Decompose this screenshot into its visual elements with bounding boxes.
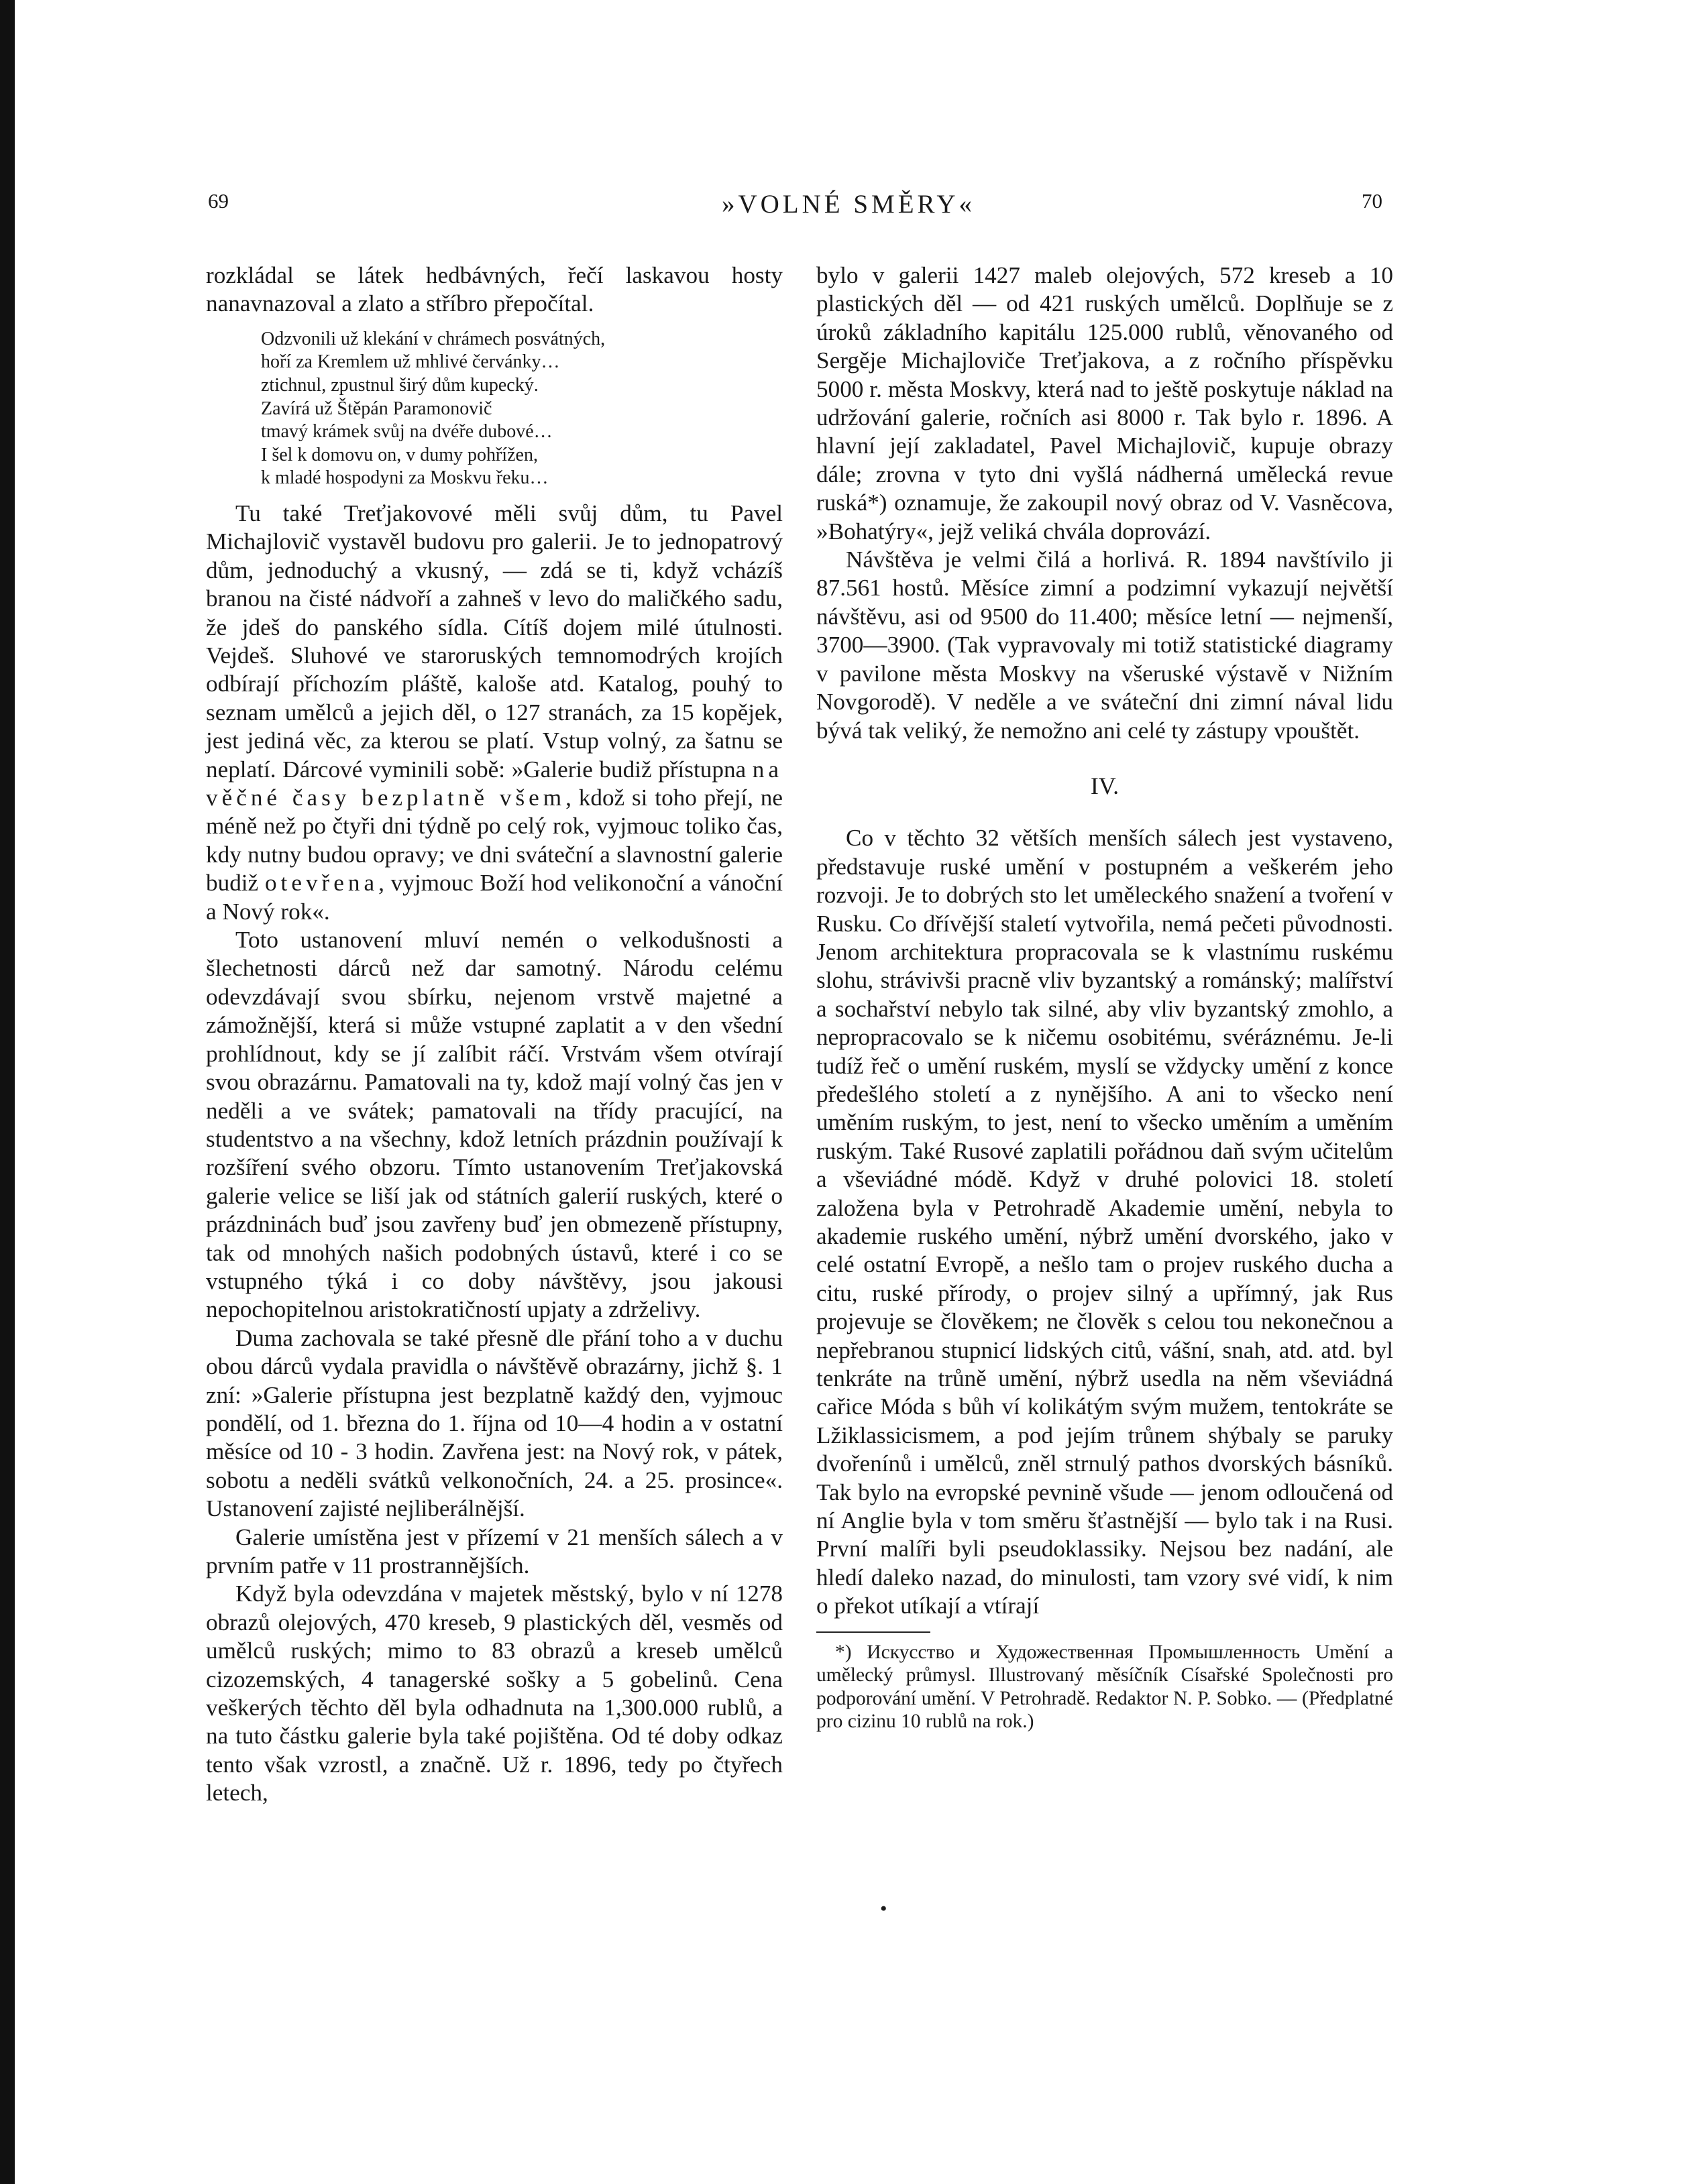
paragraph-halls: Galerie umístěna jest v přízemí v 21 menších sálech a v prvním patře v 11 prostrannějších. <box>206 1524 783 1578</box>
poem-line: k mladé hospodyni za Moskvu řeku… <box>261 467 549 489</box>
poem-line: ztichnul, zpustnul širý dům kupecký. <box>261 375 539 396</box>
paragraph-intro: rozkládal se látek hedbávných, řečí laskavou hosty nanavnazoval a zlato a stříbro přepočítal. <box>206 262 783 317</box>
poem-line: Odzvonili už klekání v chrámech posvátných, <box>261 328 606 349</box>
page-number-left: 69 <box>208 189 229 213</box>
page-number-right: 70 <box>1362 189 1382 213</box>
poem-line: Zavírá už Štěpán Paramonovič <box>261 398 492 419</box>
footnote <box>816 1641 1393 1733</box>
paragraph-gallery-building: Tu také Treťjakovové měli svůj dům, tu Pavel Michajlovič vystavěl budovu pro galerii. Je to jednopatrový dům, jednoduchý a vkusný, — zdá se ti, když vcházíš branou na čisté nádvoří a zahneš v levo do maličkého sadu, že jdeš do panského sídla. Cítíš dojem milé útulnosti. Vejdeš. Sluhové ve staroruských temnomodrých krojích odbírají příchozím pláště, kaloše atd. Katalog, pouhý to seznam umělců a jejich děl, o 127 stranách, za 15 kopějek, jest jediná věc, za kterou se platí. Vstup volný, za šatnu se neplatí. Dárcové vyminili sobě: »Galerie budiž přístupna na věčné časy bezplatně všem, kdož si toho přejí, ne méně než po čtyři dni týdně po celý rok, vyjmouc toliko čas, kdy nutny budou opravy; ve dni sváteční a slavnostní galerie budiž otevřena, vyjmouc Boží hod velikonoční a vánoční a Nový rok«. <box>206 500 783 925</box>
paragraph-russian-art: Co v těchto 32 větších menších sálech jest vystaveno, představuje ruské umění v postupném a veškerém jeho rozvoji. Je to dobrých sto let uměleckého snažení a tvoření v Rusku. Co dřívější staletí vytvořila, nemá pečeti původnosti. Jenom architektura propracovala se k vlastnímu ruskému slohu, strávivši pracně vliv byzantský a románský; malířství a sochařství nebylo tak silné, aby vliv byzantský zmohlo, a nepropracovalo se k ničemu osobitému, svéráznému. Je-li tudíž řeč o umění ruském, myslí se vždycky umění z konce předešlého století a z nynějšího. A ani to všecko není uměním ruským, to jest, není to všecko uměním a uměním ruským. Také Rusové zaplatili pořádnou daň svým učitelům a vševiádné módě. Když v druhé polovici 18. století založena byla v Petrohradě Akademie umění, nebyla to akademie ruského umění, nýbrž umění dvorského, jako v celé ostatní Evropě, a nešlo tam o projev ruského ducha a citu, ruské přírody, o projev silný a upřímný, jak Rus projevuje se člověkem; ne člověk s celou tou nekonečnou a nepřebranou stupnicí lidských citů, vášní, snah, atd. atd. byl tenkráte na trůně umění, nýbrž usedla na něm vševiádná cařice Móda s bůh ví kolikátým svým mužem, tentokráte se Lžiklassicismem, a pod jejím trůnem shýbaly se paruky dvořenínů i umělců, zněl strnulý pathos dvorských básníků. Tak bylo na evropské pevnině všude — jenom odloučená od ní Anglie byla v tom směru šťastnější — bylo tak i na Rusi. První malíři byli pseudoklassiky. Nejsou bez nadání, ale hledí daleko nazad, do minulosti, tam vzory své vidí, k nim o překot utíkají a vtírají <box>816 825 1393 1619</box>
spaced-emphasis: na věčné časy bezplatně všem <box>206 756 783 811</box>
section-heading: IV. <box>1090 772 1119 799</box>
paragraph-collection-continued: bylo v galerii 1427 maleb olejových, 572 kreseb a 10 plastických děl — od 421 ruských umělců. Doplňuje se z úroků základního kapitálu 125.000 rublů, věnovaného od Sergěje Michajloviče Treťjakova, a z ročního příspěvku 5000 r. města Moskvy, která nad to ještě poskytuje náklad na udržování galerie, ročních asi 8000 r. Tak bylo r. 1896. A hlavní její zakladatel, Pavel Michajlovič, kupuje obrazy dále; zrovna v tyto dni vyšlá nádherná umělecká revue ruská*) oznamuje, že zakoupil nový obraz od V. Vasněcova, »Bohatýry«, jejž veliká chvála doprovází. <box>816 262 1393 544</box>
poem-quote <box>261 328 783 490</box>
footnote-text: *) Искусство и Художественная Промышленность Umění a umělecký průmysl. Illustrovaný měsíčník Císařské Společnosti pro podporování umění. V Petrohradě. Redaktor N. P. Sobko. — (Předplatné pro cizinu 10 rublů na rok.) <box>816 1641 1393 1733</box>
paragraph-collection: Když byla odevzdána v majetek městský, bylo v ní 1278 obrazů olejových, 470 kreseb, 9 plastických děl, vesměs od umělců ruských; mimo to 83 obrazů a kreseb umělců cizozemských, 4 tanagerské sošky a 5 gobelinů. Cena veškerých těchto děl byla odhadnuta na 1,300.000 rublů, a na tuto částku galerie byla také pojištěna. Od té doby odkaz tento však vzrostl, a značně. Už r. 1896, tedy po čtyřech letech, <box>206 1580 783 1806</box>
paragraph-attendance: Návštěva je velmi čilá a horlivá. R. 1894 navštívilo ji 87.561 hostů. Měsíce zimní a podzimní vykazují největší návštěvu, asi od 9500 do 11.400; měsíce letní — nejmenší, 3700—3900. (Tak vypravovaly mi totiž statistické diagramy v pavilone města Moskvy na všeruské výstavě v Nižním Novgorodě). V neděle a ve sváteční dni zimní nával lidu bývá tak veliký, že nemožno ani celé ty zástupy vpouštět. <box>816 547 1393 744</box>
paragraph-generosity: Toto ustanovení mluví nemén o velkodušnosti a šlechetnosti dárců než dar samotný. Národu celému odevzdávají svou sbírku, nejenom vrstvě majetné a zámožnější, která si může vstupné zaplatit a v den všední prohlídnout, kdy se jí zalíbit ráčí. Vrstvám všem otvírají svou obrazárnu. Pamatovali na ty, kdož mají volný čas jen v neděli a ve svátek; pamatovali na třídy pracující, na studentstvo a na všechny, kdož letních prázdnin používají k rozšíření svého obzoru. Tímto ustanovením Treťjakovská galerie velice se liší jak od státních galerií ruských, které o prázdninách buď jsou zavřeny buď jen obmezeně přístupny, tak od mnohých našich podobných ústavů, které i co se vstupného týká i co doby návštěvy, jsou jakousi nepochopitelnou aristokratičností upjaty a zdrželivy. <box>206 927 783 1323</box>
left-column <box>206 262 783 1808</box>
right-column <box>816 262 1393 1733</box>
poem-line: tmavý krámek svůj na dvéře dubové… <box>261 421 553 443</box>
print-speck: • <box>880 1898 887 1920</box>
poem-line: hoří za Kremlem už mhlivé červánky… <box>261 351 560 373</box>
scan-edge <box>0 0 15 2184</box>
paragraph-duma-rules: Duma zachovala se také přesně dle přání toho a v duchu obou dárců vydala pravidla o návštěvě obrazárny, jichž §. 1 zní: »Galerie přístupna jest bezplatně každý den, vyjmouc pondělí, od 1. března do 1. října od 10—4 hodin a v ostatní měsíce od 10 - 3 hodin. Zavřena jest: na Nový rok, v pátek, sobotu a neděli svátků velkonočních, 24. a 25. prosince«. Ustanovení zajisté nejliberálnější. <box>206 1324 783 1522</box>
running-title: »VOLNÉ SMĚRY« <box>721 190 976 219</box>
spaced-emphasis: otevřena <box>264 870 379 897</box>
page-header <box>0 189 1697 229</box>
footnote-rule <box>816 1631 930 1633</box>
poem-line: I šel k domovu on, v dumy pohřížen, <box>261 444 538 465</box>
